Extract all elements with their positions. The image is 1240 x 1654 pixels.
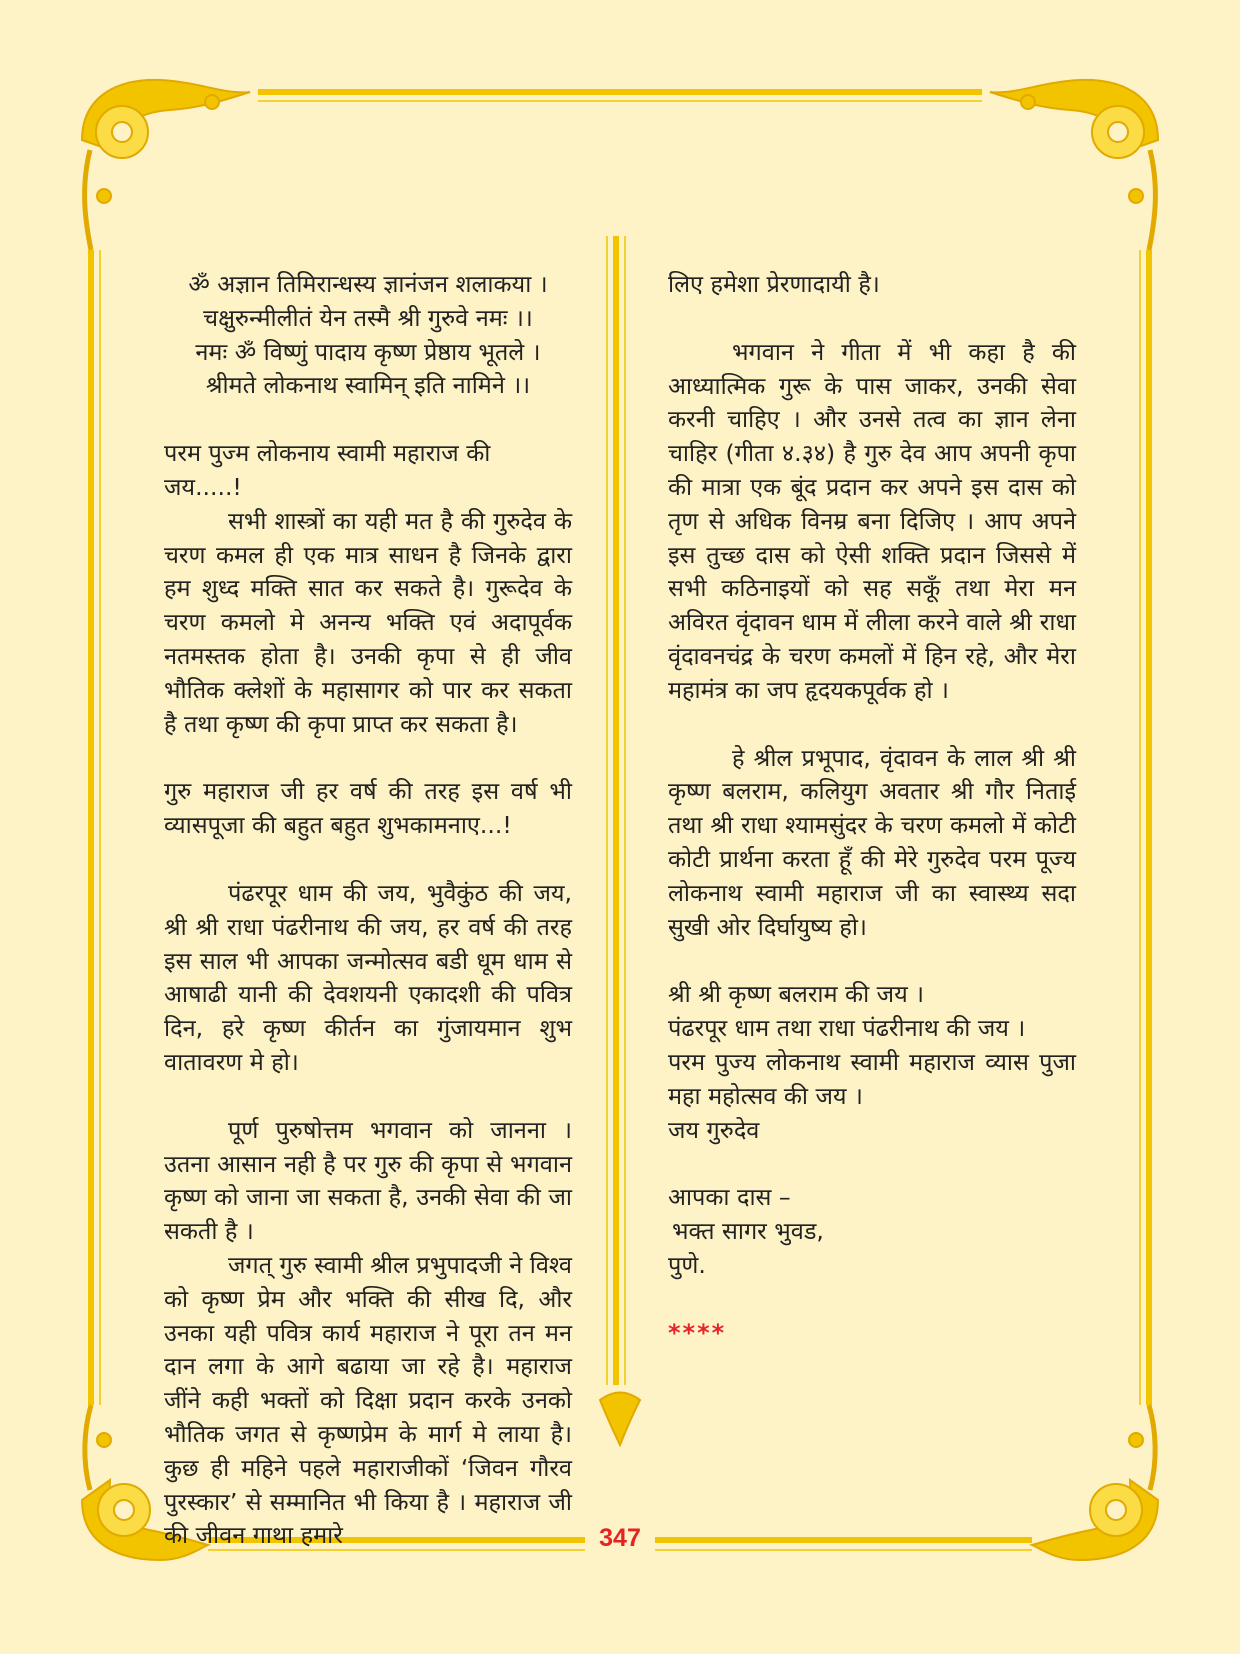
signature-line: आपका दास – — [668, 1183, 791, 1212]
verse-line: चक्षुरुन्मीलीतं येन तस्मै श्री गुरुवे नमः ।। — [203, 303, 533, 332]
paragraph: पंढरपूर धाम की जय, भुवैकुंठ की जय, श्री श्री राधा पंढरीनाथ की जय, हर वर्ष की तरह इस साल भी आपका जन्मोत्सव बडी धूम धाम से आषाढी यानी की देवशयनी एकादशी की पवित्र दिन, हरे कृष्ण कीर्तन का गुंजायमान शुभ वातावरण मे हो। — [164, 878, 572, 1076]
verse-line: ॐ अज्ञान तिमिरान्धस्य ज्ञानंजन शलाकया । — [188, 270, 548, 298]
paragraph: गुरु महाराज जी हर वर्ष की तरह इस वर्ष भी व्यासपूजा की बहुत बहुत शुभकामनाए...! — [164, 777, 572, 840]
corner-ornament-top-left — [82, 80, 250, 250]
paragraph: पूर्ण पुरुषोत्तम भगवान को जानना । उतना आसान नही है पर गुरु की कृपा से भगवान कृष्ण को जाना जा सकता है, उनकी सेवा की जा सकती है । — [164, 1115, 572, 1246]
continued-line: लिए हमेशा प्रेरणादायी है। — [668, 270, 880, 298]
paragraph: सभी शास्त्रों का यही मत है की गुरुदेव के चरण कमल ही एक मात्र साधन है जिनके द्वारा हम शुध्द मक्ति सात कर सकते है। गुरूदेव के चरण कमलो मे अनन्य भक्ति एवं अदापूर्वक नतमस्तक होता है। उनकी कृपा से ही जीव भौतिक क्लेशों के महासागर को पार कर सकता है तथा कृष्ण की कृपा प्राप्त कर सकता है। — [164, 506, 572, 738]
invocation-line: परम पुज्म लोकनाय स्वामी महाराज की जय.....! — [164, 439, 491, 501]
paragraph: जगत् गुरु स्वामी श्रील प्रभुपादजी ने विश्व को कृष्ण प्रेम और भक्ति की सीख दि, और उनका यही पवित्र कार्य महाराज ने पूरा तन मन दान लगा के आगे बढाया जा रहे है। महाराज जींने कही भक्तों को दिक्षा प्रदान करके उनको भौतिक जगत से कृष्णप्रेम के मार्ग मे लाया है। कुछ ही महिने पहले महाराजीकों ‘जिवन गौरव पुरस्कार’ से सम्मानित भी किया है । महाराज जी की जीवन गाथा हमारे — [164, 1250, 572, 1550]
closing-line: श्री श्री कृष्ण बलराम की जय । — [668, 980, 925, 1009]
sanskrit-verse — [164, 268, 572, 403]
right-column — [668, 268, 1076, 1351]
center-divider — [600, 236, 640, 1445]
signature-line: भक्त सागर भुवड, — [672, 1217, 824, 1246]
signature-line: पुणे. — [668, 1250, 706, 1279]
stars-ornament: **** — [668, 1318, 727, 1347]
page-number: 347 — [599, 1524, 641, 1552]
verse-line: नमः ॐ विष्णुं पादाय कृष्ण प्रेष्ठाय भूतले । — [195, 337, 541, 366]
paragraph: हे श्रील प्रभूपाद, वृंदावन के लाल श्री श्री कृष्ण बलराम, कलियुग अवतार श्री गौर निताई तथा श्री राधा श्यामसुंदर के चरण कमलो में कोटी कोटी प्रार्थना करता हूँ की मेरे गुरुदेव परम पूज्य लोकनाथ स्वामी महाराज जी का स्वास्थ्य सदा सुखी ओर दिर्घायुष्य हो। — [668, 743, 1076, 941]
left-column — [164, 268, 572, 1553]
closing-line: पंढरपूर धाम तथा राधा पंढरीनाथ की जय । — [668, 1014, 1026, 1043]
corner-ornament-top-right — [990, 80, 1158, 250]
closing-line: परम पुज्य लोकनाथ स्वामी महाराज व्यास पुजा महा महोत्सव की जय । — [668, 1047, 1076, 1110]
closing-line: जय गुरुदेव — [668, 1115, 760, 1144]
verse-line: श्रीमते लोकनाथ स्वामिन् इति नामिने ।। — [205, 371, 531, 400]
paragraph: भगवान ने गीता में भी कहा है की आध्यात्मिक गुरू के पास जाकर, उनकी सेवा करनी चाहिए । और उनसे तत्व का ज्ञान लेना चाहिर (गीता ४.३४) है गुरु देव आप अपनी कृपा की मात्रा एक बूंद प्रदान कर अपने इस दास को तृण से अधिक विनम्र बना दिजिए । आप अपने इस तुच्छ दास को ऐसी शक्ति प्रदान जिससे में सभी कठिनाइयों को सह सकूँ तथा मेरा मन अविरत वृंदावन धाम में लीला करने वाले श्री राधा वृंदावनचंद्र के चरण कमलों में हिन रहे, और मेरा महामंत्र का जप हृदयकपूर्वक हो । — [668, 337, 1076, 704]
